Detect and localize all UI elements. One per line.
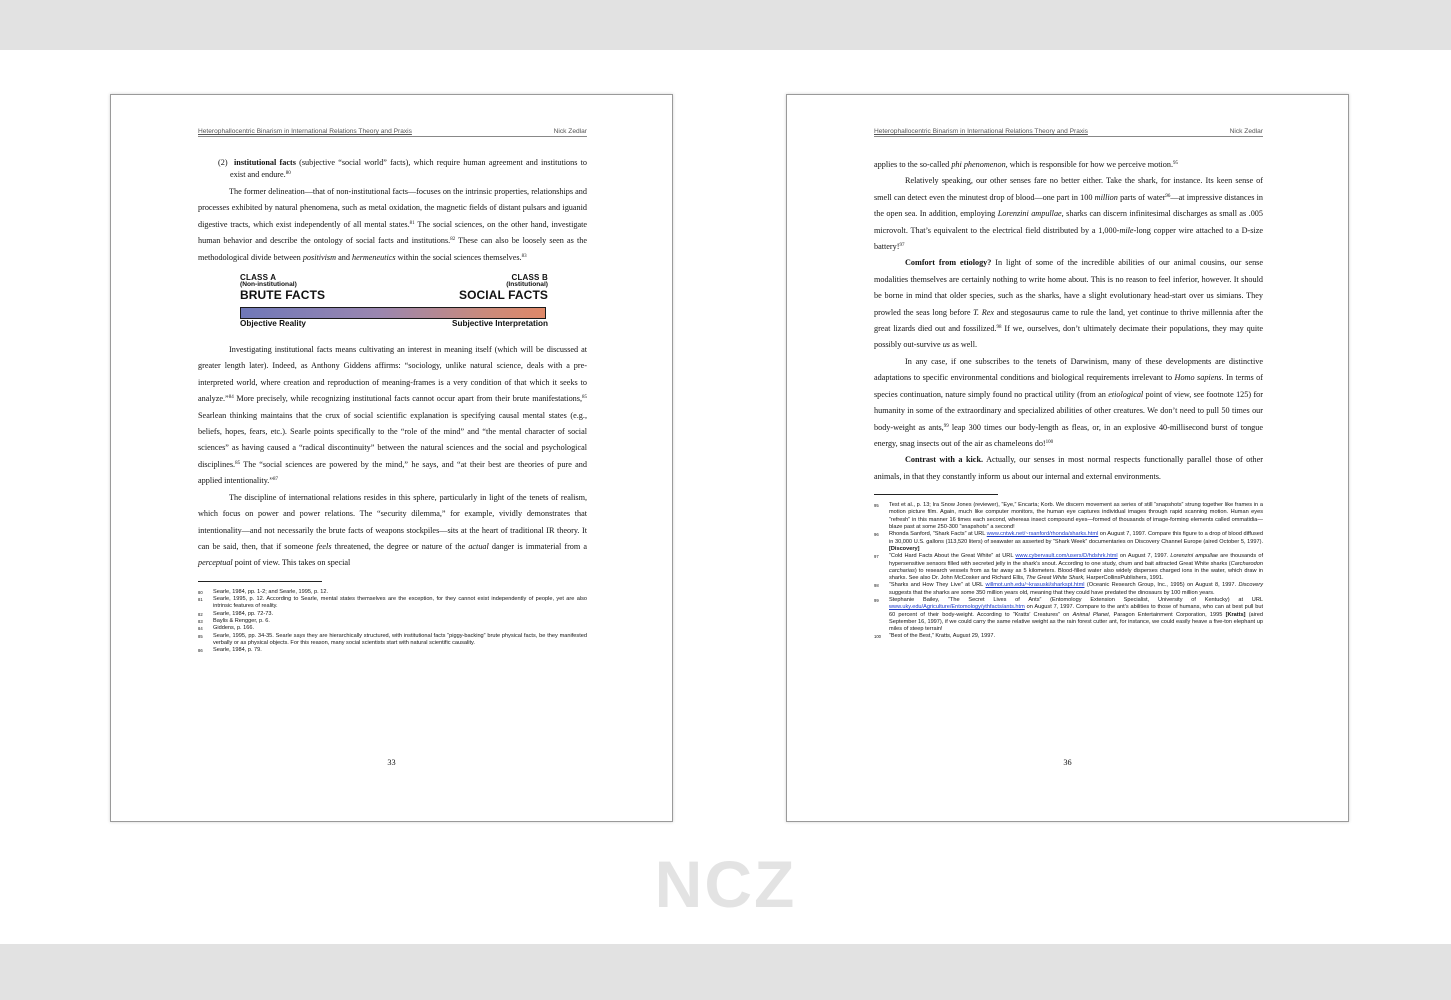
text-run: More precisely, while recognizing institutional facts cannot occur apart from their brute manifestations, xyxy=(233,394,582,404)
page-number: 36 xyxy=(1063,758,1072,767)
text-run: Stephanie Bailey, “The Secret Lives of Ants” (Entomology Extension Specialist, University of Kentucky) at URL xyxy=(889,596,1263,603)
footnote-number: 86 xyxy=(198,648,203,654)
paragraph xyxy=(874,452,1263,485)
text-run: on August 7, 1997. Compare this figure to a drop of blood diffused in 30,000 U.S. gallons (113,520 liters) of seawater as asserted by “Shark Week” documentaries on Discovery Channel Europe (aired October 5, 1997). xyxy=(889,531,1263,545)
footnote-separator xyxy=(198,581,322,582)
class-a-heading xyxy=(240,274,325,301)
paragraph xyxy=(198,342,587,490)
paragraph xyxy=(874,255,1263,353)
text-run: as well. xyxy=(949,340,978,350)
footnote-ref[interactable]: 99 xyxy=(943,423,949,429)
page-content xyxy=(198,126,587,654)
footnote xyxy=(874,597,1263,633)
italic-text: T. Rex xyxy=(973,307,995,317)
footnote-ref[interactable]: 82 xyxy=(450,237,456,243)
footnote xyxy=(198,611,587,618)
text-run: In light of some of the incredible abilities of our animal cousins, our sense modalities themselves are certainly nothing to write home about. This is no reason to feel inferior, however. It should be borne in mind that older species, such as the sharks, have a slight evolutionary head-start over us simians. They prowled the seas long before xyxy=(874,258,1264,317)
footnote-separator xyxy=(874,494,998,495)
text-run: suggests that the sharks are some 350 million years old, meaning that they could have predated the dinosaurs by 100 million years. xyxy=(889,589,1215,596)
footnote-number: 84 xyxy=(198,626,203,632)
url-link[interactable]: willmot.unh.edu/~krasuski/sharkspt.html xyxy=(985,582,1085,589)
text-run: (aired September 16, 1997), if we could carry the same relative weight as the rain forest cutter ant, for instance, we could easily heave a five-ton elephant up miles of steep terrain! xyxy=(889,611,1263,633)
page-content xyxy=(874,126,1263,641)
footnotes xyxy=(198,589,587,655)
paragraph xyxy=(874,157,1263,173)
footnote-ref[interactable]: 81 xyxy=(409,220,415,226)
text-run: on August 7, 1997. Compare to the ant’s abilities to those of humans, who can at best pull but 60 percent of their body-weight. According to “Kratts’ Creatures” on xyxy=(889,604,1263,618)
footnote-text xyxy=(889,553,1263,582)
footnote-ref[interactable]: 84 xyxy=(228,395,234,401)
italic-text: Carcharodon carcharias xyxy=(889,560,1263,574)
class-b-heading xyxy=(459,274,548,301)
footnote-number: 82 xyxy=(198,611,203,617)
text-run: Paragon Entertainment Corporation, 1995 xyxy=(1110,611,1226,618)
text-run: which is responsible for how we perceive motion. xyxy=(1007,160,1174,169)
bold-text: [Kratts] xyxy=(1225,611,1246,618)
spectrum-right-label: Subjective Interpretation xyxy=(452,319,548,329)
paragraph xyxy=(874,173,1263,255)
footnotes xyxy=(874,502,1263,641)
bold-text: [Discovery] xyxy=(889,545,920,552)
class-b-label: CLASS B xyxy=(511,273,548,283)
footnote-text xyxy=(889,531,1263,553)
list-item-text: (subjective “social world” facts), which require human agreement and institutions to exist and endure. xyxy=(230,158,588,179)
text-run: parts of water xyxy=(1117,192,1166,202)
url-link[interactable]: www.cntwk.net/~rsanford/rhonda/sharks.html xyxy=(986,531,1099,538)
footnote-ref[interactable]: 80 xyxy=(285,170,291,176)
footnote xyxy=(874,633,1263,640)
text-run: If we, ourselves, don’t ultimately decimate their populations, they may quite possibly out-survive xyxy=(874,324,1264,350)
viewer-top-band xyxy=(0,0,1451,50)
document-page-36 xyxy=(786,94,1349,822)
footnote xyxy=(198,625,587,632)
footnote-ref[interactable]: 85 xyxy=(582,395,587,401)
text-run: sharks can discern infinitesimal discharges as small as .005 microvolt. That’s equivalent to the electrical field distributed by a 1,000- xyxy=(874,209,1263,235)
paragraph xyxy=(198,490,587,572)
text-run: (Oceanic Research Group, Inc., 1995) on August 8, 1997. xyxy=(1084,582,1239,589)
text-run: and xyxy=(336,252,352,262)
italic-text: Animal Planet, xyxy=(1072,611,1111,618)
viewer-bottom-band xyxy=(0,944,1451,1000)
footnote-text: Test et al., p. 13; Ira Snow Jones (reviewer), “Eye,” Encarta; Korb. We discern movement as series of still “snapshots” strung together like frames in a motion picture film. Again, much like computer monitors, the human eye captures individual images through rapid scanning motion. Human eyes “refresh” in this manner 16 times each second, whereas insect compound eyes—formed of thousands of image-forming elements called ommatidia—blaze past at some 250-300 “snapshots” a second! xyxy=(889,502,1263,531)
footnote-number: 96 xyxy=(874,532,879,538)
paragraph xyxy=(874,354,1263,452)
footnote-number: 83 xyxy=(198,618,203,624)
footnote xyxy=(874,582,1263,597)
footnote xyxy=(198,647,587,654)
document-page-33 xyxy=(110,94,673,822)
text-run: threatened, the degree or nature of the xyxy=(331,541,469,551)
italic-text: mile xyxy=(1119,225,1134,235)
italic-text: hermeneutics xyxy=(351,252,396,262)
text-run: Actually, our senses in most normal respects functionally parallel those of other animals, in that they constantly inform us about our internal and external environments. xyxy=(874,455,1263,481)
italic-text: Discovery xyxy=(1238,582,1264,589)
text-run: point of view, see footnote 125) for humanity in some of the extraordinary and specialized abilities of other creatures. We don’t need to pull 50 times our body-weight as ants, xyxy=(874,389,1263,432)
text-run: on August 7, 1997. xyxy=(1117,553,1171,560)
footnote-text: Baylis & Rengger, p. 6. xyxy=(213,617,270,624)
footnote-text: Searle, 1995, p. 12. According to Searle, mental states themselves are the exception, for they cannot exist independently of people, yet are also intrinsic features of reality. xyxy=(213,596,587,610)
running-header-title: Heterophallocentric Binarism in International Relations Theory and Praxis xyxy=(198,128,412,135)
text-run: —at impressive distances in the open sea. In addition, employing xyxy=(874,192,1263,219)
text-run: These can also be loosely seen as the methodological divide between xyxy=(198,236,588,262)
footnote-ref[interactable]: 97 xyxy=(899,243,905,249)
text-run: Searlean thinking maintains that the crux of social scientific explanation is specifying causal mental states (e.g., beliefs, hopes, fears, etc.). Searle points specifically to the “role of the mind” and “the mental character of social sciences” as having caused a “radical discontinuity” between the natural sciences and the social and psychological disciplines. xyxy=(198,410,587,469)
text-run: In terms of species continuation, nature simply found no practical utility (from an xyxy=(874,373,1263,399)
paragraph xyxy=(198,184,587,266)
italic-text: Homo sapiens. xyxy=(1174,373,1224,383)
text-run: Rhonda Sanford, “Shark Facts” at URL xyxy=(889,531,987,538)
text-run: The “social sciences are powered by the mind,” he says, and “at their best are theories of pure and applied intentionality.” xyxy=(198,459,587,486)
facts-spectrum-diagram xyxy=(240,274,548,328)
text-run: ) to research vessels from as far away as 5 kilometers. Blood-filled water also widely disperses charged ions in the water, which draw in sharks. See also Dr. John McCosker and Richard Ellis, xyxy=(889,567,1263,582)
running-header xyxy=(874,126,1263,137)
footnote xyxy=(874,502,1263,531)
italic-text: phi phenomenon, xyxy=(951,160,1008,169)
page-number: 33 xyxy=(387,758,396,767)
footnote-ref[interactable]: 87 xyxy=(272,477,278,483)
footnote-text xyxy=(889,597,1263,633)
text-run: are thousands of hypersensitive sensors filled with secreted jelly in the shark’s snout. According to one study, chum and bait attracted Great White sharks ( xyxy=(889,553,1263,567)
footnote-number: 100 xyxy=(874,634,881,640)
running-header-author: Nick Zedlar xyxy=(553,128,587,135)
running-header xyxy=(198,126,587,137)
list-item-number: (2) xyxy=(218,158,228,167)
italic-text: feels xyxy=(316,541,332,551)
ncz-watermark: NCZ xyxy=(654,847,797,921)
footnote-number: 99 xyxy=(874,597,879,603)
italic-text: million xyxy=(1094,192,1118,202)
footnote xyxy=(198,633,587,648)
text-run: within the social sciences themselves. xyxy=(395,252,522,262)
text-run: In any case, if one subscribes to the tenets of Darwinism, many of these developments are distinctive adaptations to specific environmental conditions and biological requirements irrelevant to xyxy=(874,356,1263,383)
url-link[interactable]: www.uky.edu/Agriculture/Entomology/ythfacts/ants.htm xyxy=(889,604,1025,611)
list-item-term: institutional facts xyxy=(233,158,296,167)
text-run: Investigating institutional facts means cultivating an interest in meaning itself (which will be discussed at greater length later). Indeed, as Anthony Giddens affirms: “sociology, unlike natural science, deals with a pre-interpreted world, where creation and reproduction of meaning-frames is a very condition of that which it seeks to analyze.” xyxy=(198,345,587,404)
footnote-number: 97 xyxy=(874,554,879,560)
footnote-text: Searle, 1984, pp. 1-2; and Searle, 1995, p. 12. xyxy=(213,588,329,595)
class-a-title: BRUTE FACTS xyxy=(240,287,326,302)
text-run: The social sciences, on the other hand, investigate human behavior and describe the ontology of social facts and institutions. xyxy=(198,219,588,246)
footnote-text: Searle, 1995, pp. 34-35. Searle says they are hierarchically structured, with institutional facts “piggy-backing” brute physical facts, be they manifested verbally or as physical objects. For this reason, many social scientists start with natural scientific causality. xyxy=(213,632,587,646)
text-run: applies to the so-called xyxy=(874,160,952,169)
text-run: “Cold Hard Facts About the Great White” at URL xyxy=(889,553,1016,560)
footnote-text: Searle, 1984, pp. 72-73. xyxy=(213,610,274,617)
text-run: HarperCollinsPublishers, 1991. xyxy=(1084,575,1164,582)
text-run: The former delineation—that of non-institutional facts—focuses on the intrinsic properties, relationships and processes exhibited by natural phenomena, such as metal oxidation, the magnetic fields of distant pulsars and iguanid digestive tracts, which exist independently of all mental states. xyxy=(198,187,587,229)
url-link[interactable]: www.cybervault.com/users/D/hdshrk.html xyxy=(1015,553,1118,560)
spectrum-left-label: Objective Reality xyxy=(240,319,306,329)
text-run: The discipline of international relations resides in this sphere, particularly in light of the tenets of realism, which focus on power and power relations. The “security dilemma,” for example, vividly demonstrates that intentionality—and not necessarily the brute facts of weapons stockpiles—sits at the heart of traditional IR theory. It can be said, then, that if someone xyxy=(198,492,587,551)
footnote xyxy=(198,596,587,611)
footnote-ref[interactable]: 83 xyxy=(521,253,527,259)
footnote-number: 95 xyxy=(874,503,879,509)
run-in-heading: Comfort from etiology? xyxy=(905,258,992,268)
footnote-text: Searle, 1984, p. 79. xyxy=(213,647,262,654)
footnote-number: 85 xyxy=(198,633,203,639)
italic-text: perceptual xyxy=(198,558,233,568)
text-run: and stegosaurus came to rule the land, yet continue to thrive millennia after the great lizards died out and fossilized. xyxy=(874,307,1264,334)
footnote-ref[interactable]: 95 xyxy=(1173,161,1179,166)
footnote-text: Giddens, p. 166. xyxy=(213,625,255,632)
italic-text: positivism xyxy=(302,252,337,262)
footnote-text: “Best of the Best,” Kratts, August 29, 1997. xyxy=(889,633,996,640)
footnote xyxy=(198,589,587,596)
running-header-author: Nick Zedlar xyxy=(1229,128,1263,135)
gradient-spectrum-bar xyxy=(240,307,546,319)
text-run: Relatively speaking, our other senses fare no better either. Take the shark, for instance. Its keen sense of smell can detect even the minutest drop of blood—one part in 100 xyxy=(874,176,1263,202)
footnote xyxy=(874,531,1263,553)
class-b-title: SOCIAL FACTS xyxy=(459,287,548,302)
text-run: “Sharks and How They Live” at URL xyxy=(889,582,986,589)
list-item-institutional-facts xyxy=(218,157,588,180)
class-a-sublabel: (Non-institutional) xyxy=(240,281,297,289)
text-run: point of view. This takes on special xyxy=(232,558,351,568)
footnote-number: 80 xyxy=(198,589,203,595)
text-run: leap 300 times our body-length as fleas, or, in an explosive 40-millisecond burst of tongue energy, snag insects out of the air as chameleons do! xyxy=(874,422,1263,448)
running-header-title: Heterophallocentric Binarism in International Relations Theory and Praxis xyxy=(874,128,1088,135)
class-a-label: CLASS A xyxy=(240,273,277,283)
body-text xyxy=(198,157,587,572)
footnote-text xyxy=(889,582,1263,597)
run-in-heading: Contrast with a kick. xyxy=(905,455,984,465)
footnote-number: 98 xyxy=(874,583,879,589)
italic-text: actual xyxy=(468,541,489,551)
italic-text: Lorenzini ampullae xyxy=(1170,553,1218,560)
text-run: -long copper wire attached to a D-size battery! xyxy=(874,225,1263,252)
footnote xyxy=(874,553,1263,582)
text-run: danger is immaterial from a xyxy=(488,541,587,551)
footnote-ref[interactable]: 85 xyxy=(235,460,241,466)
footnote-number: 81 xyxy=(198,597,203,603)
footnote xyxy=(198,618,587,625)
class-b-sublabel: (Institutional) xyxy=(506,281,548,289)
italic-text: Lorenzini ampullae, xyxy=(997,209,1064,219)
footnote-ref[interactable]: 98 xyxy=(996,325,1002,331)
italic-text: us xyxy=(942,340,950,350)
footnote-ref[interactable]: 100 xyxy=(1045,439,1054,445)
italic-text: etiological xyxy=(1108,389,1144,399)
body-text xyxy=(874,157,1263,485)
footnote-ref[interactable]: 96 xyxy=(1165,193,1171,199)
italic-text: The Great White Shark, xyxy=(1026,575,1085,582)
